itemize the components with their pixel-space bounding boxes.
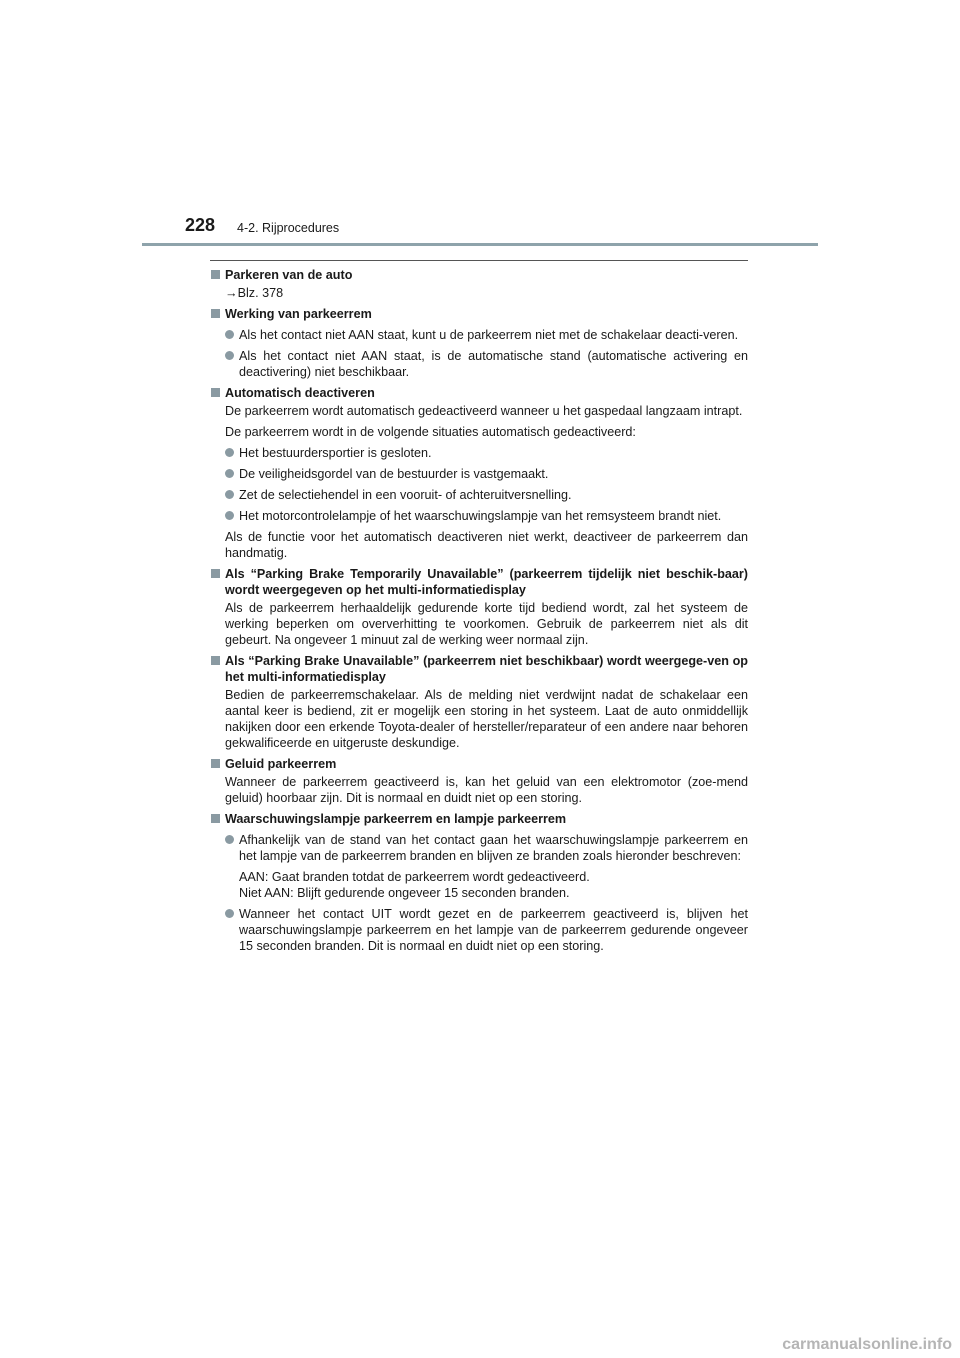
bullet-text: Als het contact niet AAN staat, is de automatische stand (automatische activering en deactivering) niet beschikbaar. — [239, 349, 748, 379]
paragraph: Als de functie voor het automatisch deactiveren niet werkt, deactiveer de parkeerrem dan handmatig. — [225, 530, 748, 560]
item-heading: Als “Parking Brake Temporarily Unavailable” (parkeerrem tijdelijk niet beschik-baar) wordt weergegeven op het multi-informatiedisplay — [225, 567, 748, 597]
section-title: 4-2. Rijprocedures — [237, 221, 340, 235]
item-temporarily-unavailable — [210, 566, 748, 648]
bullet-text: Zet de selectiehendel in een vooruit- of achteruitversnelling. — [239, 488, 572, 502]
item-automatisch — [210, 385, 748, 561]
item-heading: Werking van parkeerrem — [225, 307, 372, 321]
item-heading: Als “Parking Brake Unavailable” (parkeerrem niet beschikbaar) wordt weergege-ven op het multi-informatiedisplay — [225, 654, 748, 684]
bullet-text: Het bestuurdersportier is gesloten. — [239, 446, 432, 460]
square-bullet-icon — [211, 569, 220, 578]
sub-line-aan: AAN: Gaat branden totdat de parkeerrem wordt gedeactiveerd. — [239, 870, 590, 884]
item-heading: Geluid parkeerrem — [225, 757, 337, 771]
paragraph: Bedien de parkeerremschakelaar. Als de melding niet verdwijnt nadat de schakelaar een aantal keer is bediend, zit er mogelijk een storing in het systeem. Laat de auto onmiddellijk nakijken door een erkende Toyota-dealer of hersteller/reparateur of een andere naar behoren gekwalificeerde en uitgeruste deskundige. — [225, 688, 748, 750]
item-waarschuwingslampje — [210, 811, 748, 954]
round-bullet-icon — [225, 330, 234, 339]
paragraph: De parkeerrem wordt automatisch gedeactiveerd wanneer u het gaspedaal langzaam intrapt. — [225, 404, 743, 418]
square-bullet-icon — [211, 309, 220, 318]
content-rule — [210, 260, 748, 261]
item-heading: Automatisch deactiveren — [225, 386, 375, 400]
paragraph: Als de parkeerrem herhaaldelijk gedurende korte tijd bediend wordt, zal het systeem de werking beperken om oververhitting te voorkomen. Gebruik de parkeerrem niet als dit gebeurt. Na ongeveer 1 minuut zal de werking weer normaal zijn. — [225, 601, 748, 647]
bullet-text: Het motorcontrolelampje of het waarschuwingslampje van het remsysteem brandt niet. — [239, 509, 722, 523]
square-bullet-icon — [211, 656, 220, 665]
bullet-text: Wanneer het contact UIT wordt gezet en de parkeerrem geactiveerd is, blijven het waarschuwingslampje parkeerrem en het lampje van de parkeerrem gedurende ongeveer 15 seconden branden. Dit is normaal en duidt niet op een storing. — [239, 907, 748, 953]
round-bullet-icon — [225, 835, 234, 844]
round-bullet-icon — [225, 469, 234, 478]
watermark: carmanualsonline.info — [782, 1336, 952, 1353]
sub-line-niet-aan: Niet AAN: Blijft gedurende ongeveer 15 seconden branden. — [239, 886, 570, 900]
bullet-text: De veiligheidsgordel van de bestuurder is vastgemaakt. — [239, 467, 549, 481]
square-bullet-icon — [211, 759, 220, 768]
bullet-text: Als het contact niet AAN staat, kunt u de parkeerrem niet met de schakelaar deacti-veren. — [239, 328, 739, 342]
round-bullet-icon — [225, 490, 234, 499]
sub-lines — [210, 869, 748, 901]
round-bullet-icon — [225, 511, 234, 520]
square-bullet-icon — [211, 814, 220, 823]
paragraph: De parkeerrem wordt in de volgende situaties automatisch gedeactiveerd: — [225, 425, 636, 439]
paragraph: Wanneer de parkeerrem geactiveerd is, kan het geluid van een elektromotor (zoe-mend geluid) hoorbaar zijn. Dit is normaal en duidt niet op een storing. — [225, 775, 748, 805]
round-bullet-icon — [225, 448, 234, 457]
item-werking — [210, 306, 748, 380]
item-geluid — [210, 756, 748, 806]
bullet-text: Afhankelijk van de stand van het contact gaan het waarschuwingslampje parkeerrem en het lampje van de parkeerrem branden en blijven ze branden zoals hieronder beschreven: — [239, 833, 748, 863]
square-bullet-icon — [211, 388, 220, 397]
content — [210, 267, 748, 959]
round-bullet-icon — [225, 909, 234, 918]
item-heading: Parkeren van de auto — [225, 268, 353, 282]
square-bullet-icon — [211, 270, 220, 279]
item-unavailable — [210, 653, 748, 751]
round-bullet-icon — [225, 351, 234, 360]
page-reference: →Blz. 378 — [225, 286, 284, 300]
page-number: 228 — [185, 215, 216, 235]
header-rule — [142, 243, 818, 246]
item-heading: Waarschuwingslampje parkeerrem en lampje parkeerrem — [225, 812, 567, 826]
item-parkeren — [210, 267, 748, 301]
